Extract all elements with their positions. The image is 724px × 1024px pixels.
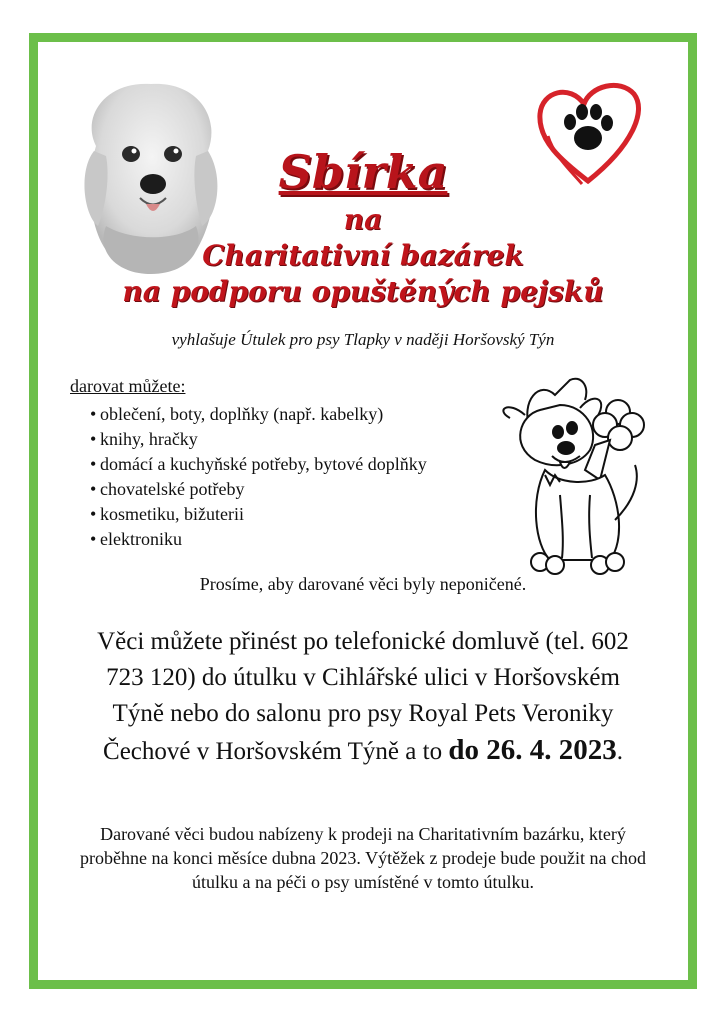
delivery-instructions xyxy=(78,624,648,770)
delivery-end: . xyxy=(616,738,623,765)
cartoon-dog-illustration xyxy=(500,370,660,580)
list-item: • elektroniku xyxy=(70,527,427,552)
poster-title: Sbírka xyxy=(278,144,448,199)
donate-list xyxy=(70,402,427,552)
list-item: • kosmetiku, bižuterii xyxy=(70,502,427,527)
donate-heading: darovat můžete: xyxy=(70,376,186,396)
list-item: • knihy, hračky xyxy=(70,427,427,452)
announcer-line: vyhlašuje Útulek pro psy Tlapky v naději Horšovský Týn xyxy=(171,330,555,349)
request-note: Prosíme, aby darované věci byly neponičené. xyxy=(199,574,527,594)
list-item: • oblečení, boty, doplňky (např. kabelky) xyxy=(70,402,427,427)
list-item: • chovatelské potřeby xyxy=(70,477,427,502)
subtitle-line-2: na podporu opuštěných pejsků xyxy=(122,275,604,308)
poster-frame xyxy=(29,33,697,989)
deadline-date: do 26. 4. 2023 xyxy=(448,734,617,766)
subtitle-na: na xyxy=(343,203,383,236)
bazaar-info: Darované věci budou nabízeny k prodeji na Charitativním bazárku, který proběhne na konci měsíce dubna 2023. Výtěžek z prodeje bude použit na chod útulku a na péči o psy umístěné v tomto útulku. xyxy=(80,824,646,892)
list-item: • domácí a kuchyňské potřeby, bytové doplňky xyxy=(70,452,427,477)
delivery-text: Věci můžete přinést po telefonické domluvě (tel. 602 723 120) do útulku v Cihlářské ulici v Horšovském Týně nebo do salonu pro psy Royal Pets Veroniky Čechové v Horšovském Týně a to xyxy=(97,628,629,765)
subtitle-line-1: Charitativní bazárek xyxy=(202,239,524,272)
